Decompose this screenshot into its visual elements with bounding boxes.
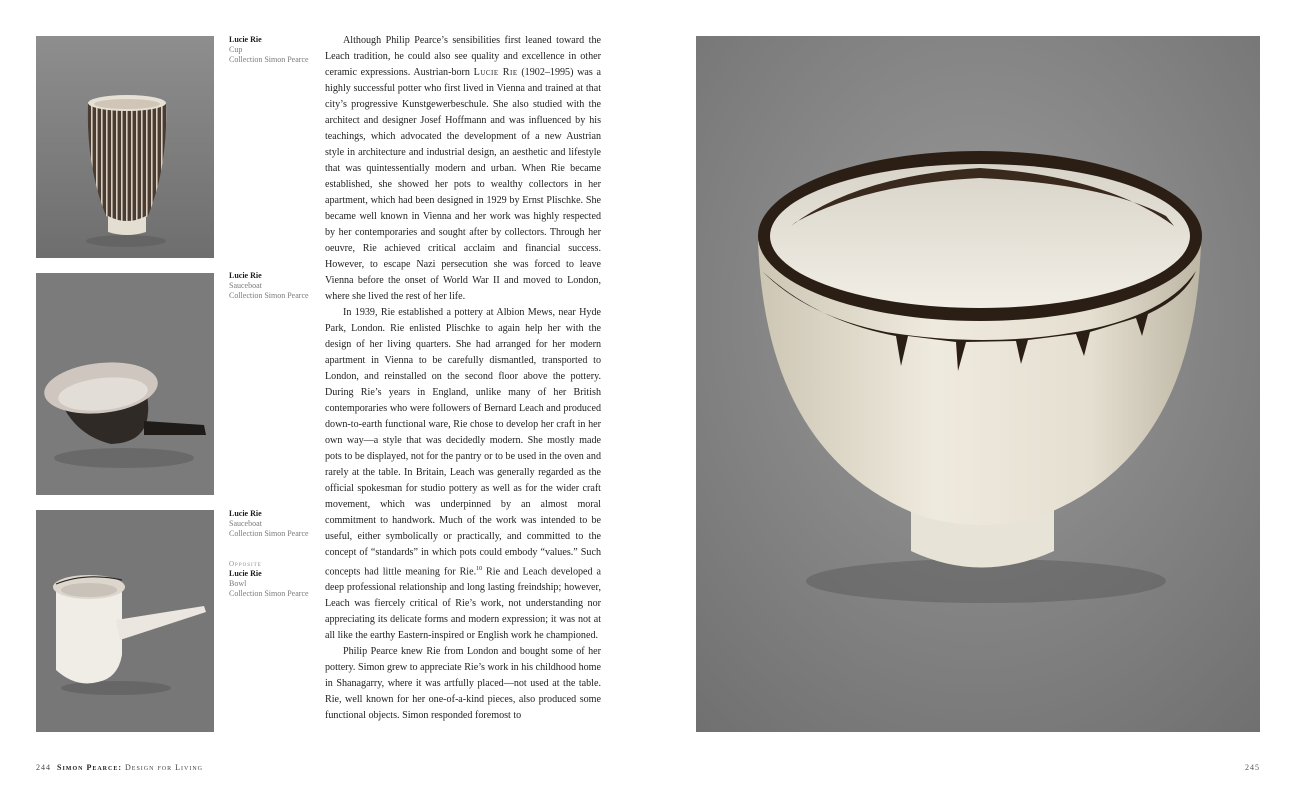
caption-collection: Collection Simon Pearce (229, 291, 309, 300)
book-title: Simon Pearce: (57, 763, 123, 772)
paragraph-2-lead: In 1939, Rie established a pottery at Albion Mews, near Hyde Park, London. Rie enlisted Plischke to again help her with the design of her living quarters. She had arranged for her modern apartment in Vienna to be carefully dismantled, transported to London, and reinstalled on the second floor above the pottery. During Rie’s years in England, unlike many of her British contemporaries who were followers of Bernard Leach and produced down-to-earth functional ware, Rie chose to develop her craft in her own way—a style that was decidedly modern. She mostly made pots to be displayed, not for the pantry or to be used in the oven and rarely at the table. In Britain, Leach was generally regarded as the official spokesman for studio pottery as well as for the wider craft movement, which was underpinned by an almost moral commitment to handwork. Much of the work was intended to be useful, either symbolically or practically, and committed to the concept of “standards” in which pots could embody “values.” Such concepts had little meaning for Rie. (325, 307, 601, 578)
paragraph-1 (325, 33, 601, 305)
caption-bowl (229, 559, 319, 599)
body-text (325, 33, 601, 724)
caption-collection: Collection Simon Pearce (229, 529, 309, 538)
caption-collection: Collection Simon Pearce (229, 589, 309, 598)
right-page-number: 245 (1245, 763, 1260, 772)
caption-artist: Lucie Rie (229, 35, 262, 44)
book-subtitle: Design for Living (125, 763, 204, 772)
caption-artist: Lucie Rie (229, 271, 262, 280)
paragraph-2-rest: Rie and Leach developed a deep professional relationship and long lasting freindship; however, Leach was fiercely critical of Rie’s work, not understanding nor appreciating its delicate forms and modern expression; it was not at all like the earthy Eastern-inspired or English work he championed. (325, 566, 601, 642)
caption-sauceboat-2 (229, 509, 319, 539)
footnote-marker: 10 (476, 566, 483, 572)
sauceboat-white-photo (36, 510, 214, 732)
caption-sauceboat-1 (229, 271, 319, 301)
caption-cup (229, 35, 319, 65)
left-page-number: 244 (36, 763, 51, 772)
paragraph-2 (325, 305, 601, 644)
bowl-photo (696, 36, 1260, 732)
caption-object: Sauceboat (229, 281, 262, 290)
caption-artist: Lucie Rie (229, 569, 262, 578)
caption-object: Cup (229, 45, 243, 54)
footer-left (36, 763, 203, 772)
cup-photo (36, 36, 214, 258)
caption-object: Bowl (229, 579, 247, 588)
caption-artist: Lucie Rie (229, 509, 262, 518)
artist-name: Lucie Rie (473, 67, 518, 78)
caption-object: Sauceboat (229, 519, 262, 528)
caption-opposite-label: Opposite (229, 560, 262, 568)
paragraph-3: Philip Pearce knew Rie from London and bought some of her pottery. Simon grew to appreciate Rie’s work in his childhood home in Shanagarry, where it was artfully placed—not used at the table. Rie, well known for her one-of-a-kind pieces, also produced some functional objects. Simon responded foremost to (325, 646, 601, 722)
paragraph-1-rest: (1902–1995) was a highly successful potter who first lived in Vienna and trained at that city’s progressive Kunstgewerbeschule. She also studied with the architect and designer Josef Hoffmann and was influenced by his teachings, which advocated the development of a new Austrian style in architecture and industrial design, an aesthetic and lifestyle that was quintessentially modern and urban. When Rie became established, she showed her pots to wealthy collectors in her apartment, which had been designed in 1929 by Ernst Plischke. She became well known in Vienna and her work was highly respected by her contemporaries and sought after by collectors. Through her oeuvre, Rie achieved critical acclaim and financial success. However, to escape Nazi persecution she was forced to leave Vienna before the onset of World War II and moved to London, where she lived the rest of her life. (325, 67, 601, 302)
paragraph-1-lead: Although Philip Pearce’s sensibilities first leaned toward the Leach tradition, he could also see quality and excellence in other ceramic expressions. Austrian-born (325, 35, 601, 78)
caption-collection: Collection Simon Pearce (229, 55, 309, 64)
sauceboat-dark-photo (36, 273, 214, 495)
